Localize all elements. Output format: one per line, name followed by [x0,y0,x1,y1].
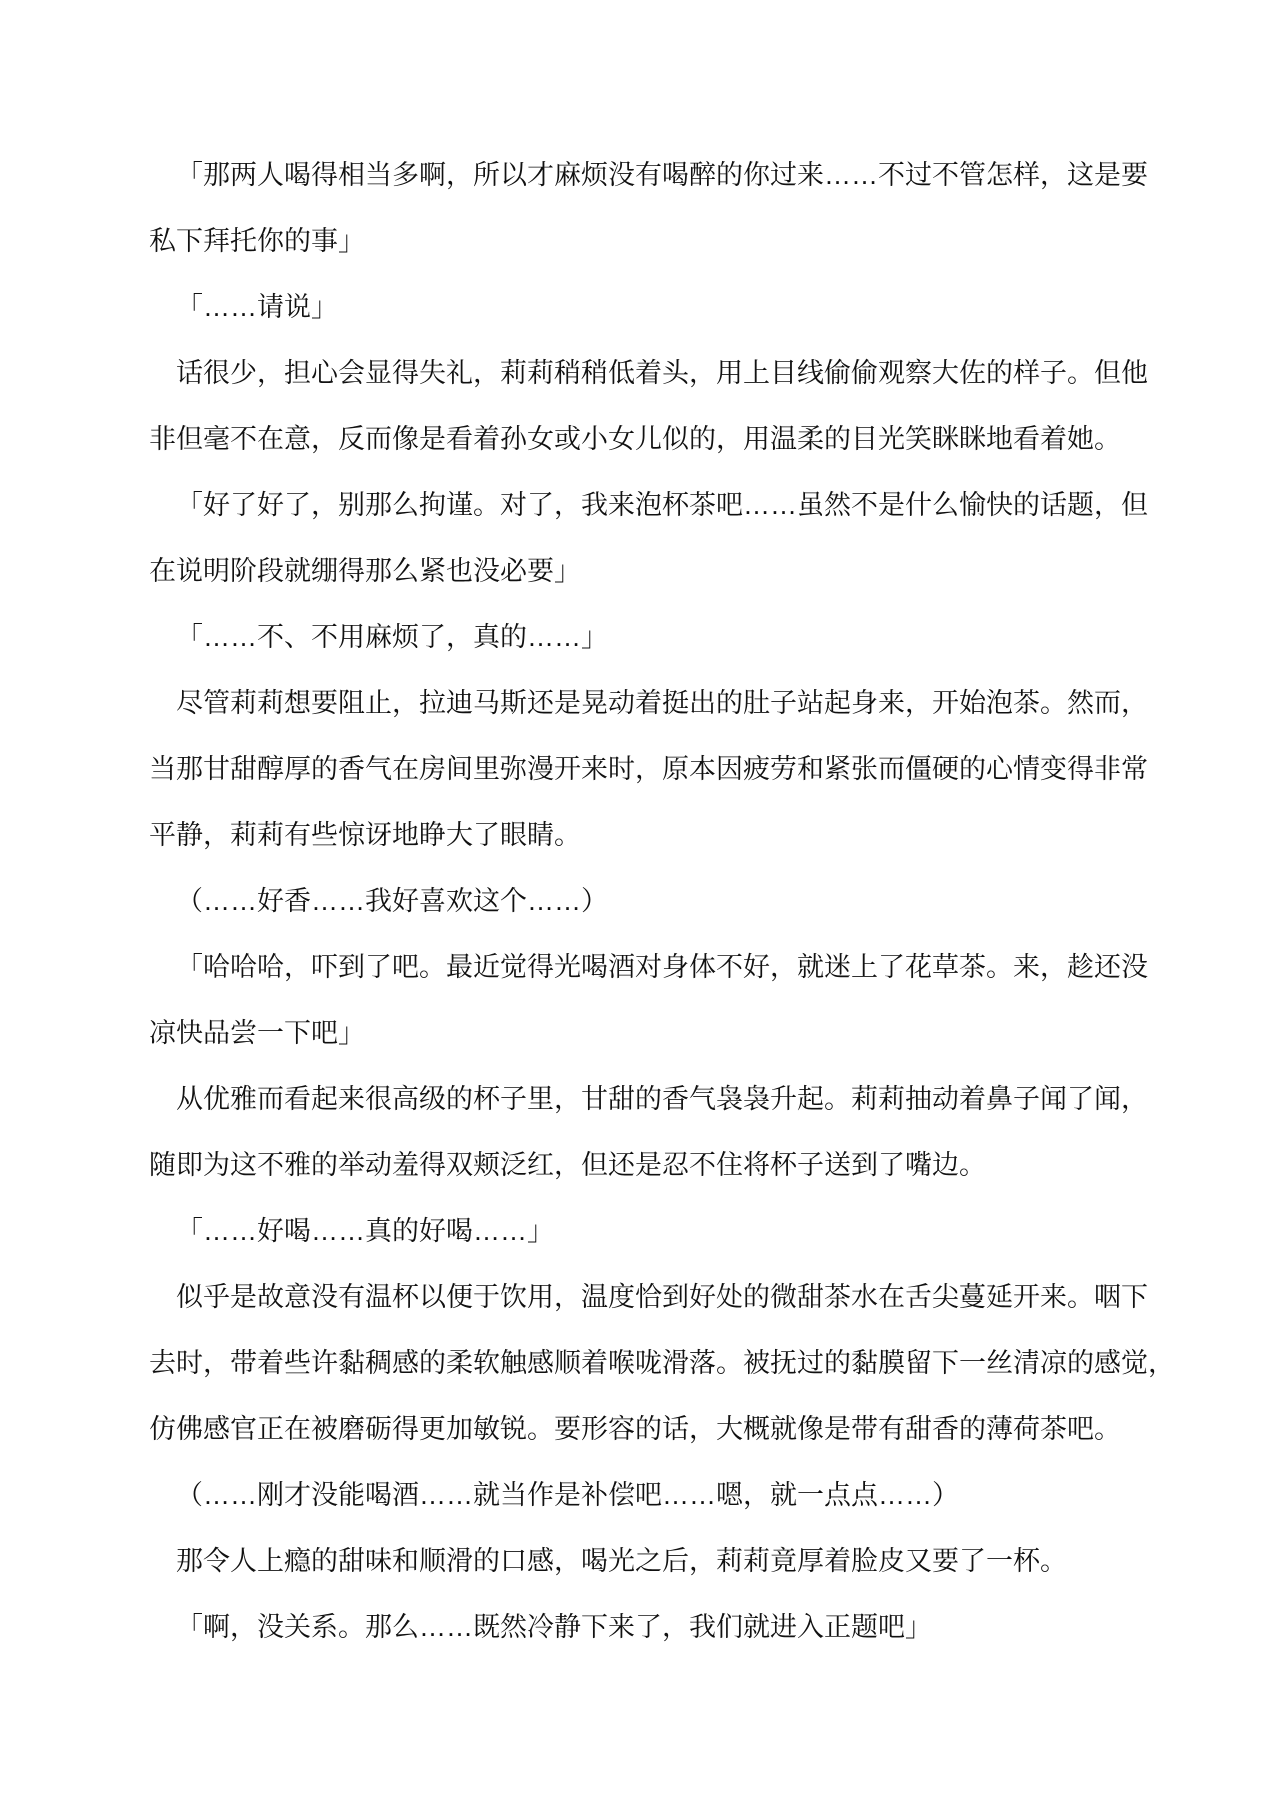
text-line: 随即为这不雅的举动羞得双颊泛红，但还是忍不住将杯子送到了嘴边。 [149,1150,986,1180]
text-line: 从优雅而看起来很高级的杯子里，甘甜的香气袅袅升起。莉莉抽动着鼻子闻了闻， [176,1084,1148,1114]
text-line: 仿佛感官正在被磨砺得更加敏锐。要形容的话，大概就像是带有甜香的薄荷茶吧。 [149,1414,1121,1444]
paragraph-inner-thought [149,1462,1144,1528]
text-line: 「好了好了，别那么拘谨。对了，我来泡杯茶吧……虽然不是什么愉快的话题，但 [176,490,1148,520]
text-line: 当那甘甜醇厚的香气在房间里弥漫开来时，原本因疲劳和紧张而僵硬的心情变得非常 [149,754,1148,784]
text-line: 「……请说」 [176,292,338,322]
paragraph-narration [149,1066,1148,1198]
text-line: 话很少，担心会显得失礼，莉莉稍稍低着头，用上目线偷偷观察大佐的样子。但他 [176,358,1148,388]
text-line: （……好香……我好喜欢这个……） [176,886,608,916]
text-line: 去时，带着些许黏稠感的柔软触感顺着喉咙滑落。被抚过的黏膜留下一丝清凉的感觉， [149,1348,1175,1378]
text-line: 「啊，没关系。那么……既然冷静下来了，我们就进入正题吧」 [176,1612,932,1642]
paragraph-dialogue [149,604,1144,670]
text-line: 私下拜托你的事」 [149,226,365,256]
text-line: 「哈哈哈，吓到了吧。最近觉得光喝酒对身体不好，就迷上了花草茶。来，趁还没 [176,952,1148,982]
text-block [149,142,1175,1660]
text-line: 似乎是故意没有温杯以便于饮用，温度恰到好处的微甜茶水在舌尖蔓延开来。咽下 [176,1282,1148,1312]
text-line: 「那两人喝得相当多啊，所以才麻烦没有喝醉的你过来……不过不管怎样，这是要 [176,160,1148,190]
text-line: 「……好喝……真的好喝……」 [176,1216,554,1246]
paragraph-inner-thought [149,868,1144,934]
text-line: 那令人上瘾的甜味和顺滑的口感，喝光之后，莉莉竟厚着脸皮又要了一杯。 [176,1546,1067,1576]
paragraph-dialogue [149,1198,1144,1264]
text-line: （……刚才没能喝酒……就当作是补偿吧……嗯，就一点点……） [176,1480,959,1510]
text-line: 非但毫不在意，反而像是看着孙女或小女儿似的，用温柔的目光笑眯眯地看着她。 [149,424,1121,454]
paragraph-narration [149,1528,1144,1594]
paragraph-narration [149,1264,1175,1462]
text-line: 平静，莉莉有些惊讶地睁大了眼睛。 [149,820,581,850]
paragraph-narration [149,670,1148,868]
text-line: 「……不、不用麻烦了，真的……」 [176,622,608,652]
paragraph-dialogue [149,472,1148,604]
paragraph-dialogue [149,1594,1144,1660]
paragraph-dialogue [149,274,1144,340]
paragraph-dialogue [149,934,1148,1066]
text-line: 在说明阶段就绷得那么紧也没必要」 [149,556,581,586]
text-line: 凉快品尝一下吧」 [149,1018,365,1048]
paragraph-dialogue [149,142,1148,274]
text-line: 尽管莉莉想要阻止，拉迪马斯还是晃动着挺出的肚子站起身来，开始泡茶。然而， [176,688,1148,718]
paragraph-narration [149,340,1148,472]
